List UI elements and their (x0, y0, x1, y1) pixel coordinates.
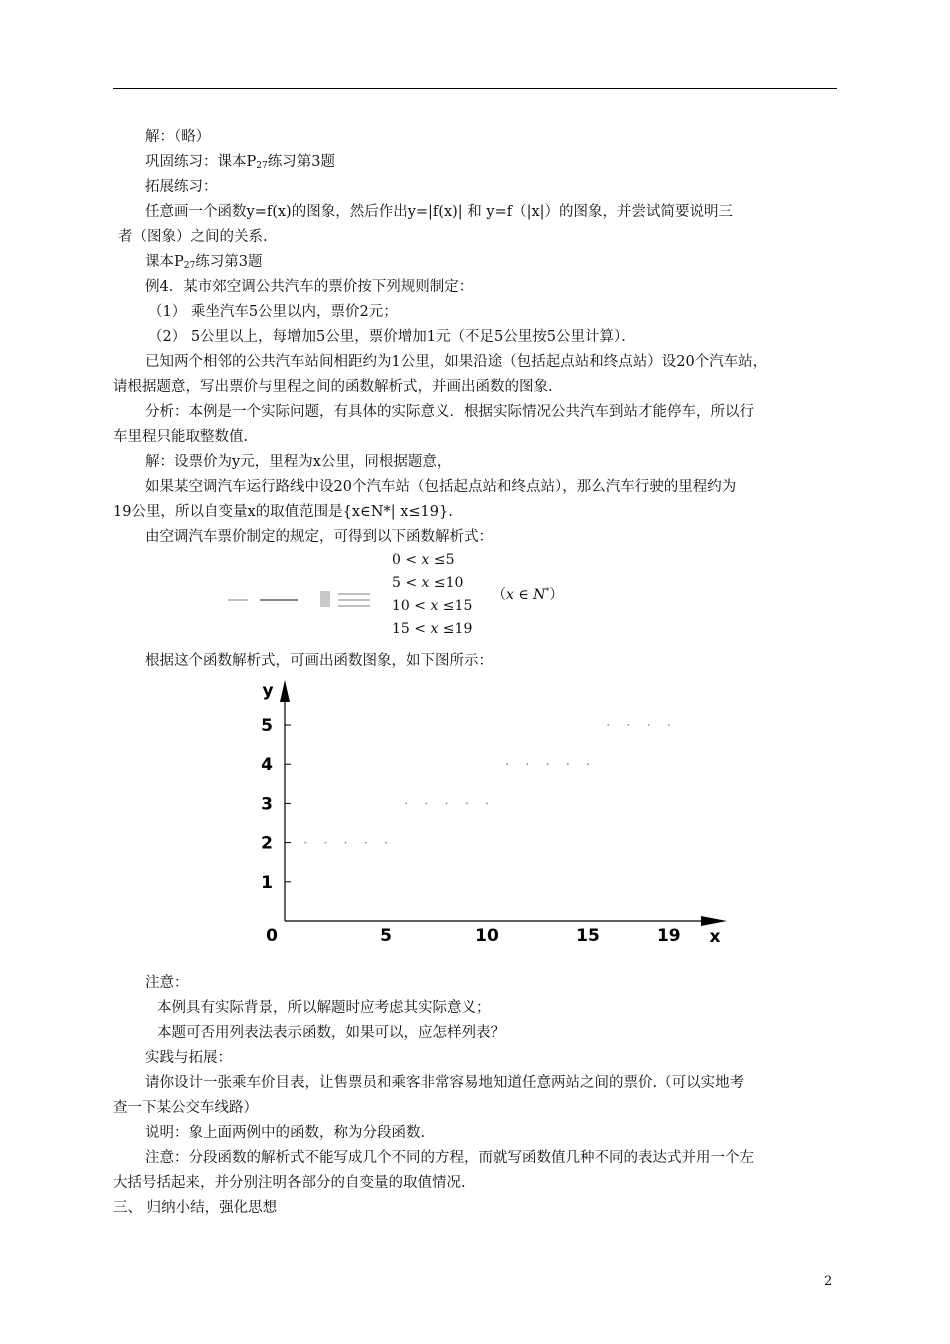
formula-lhs-faded (228, 588, 373, 610)
data-point (628, 724, 630, 726)
y-tick-label: 3 (261, 794, 273, 815)
graph-intro: 根据这个函数解析式，可画出函数图象，如下图所示： (145, 653, 493, 669)
data-point (607, 724, 609, 726)
x-axis-label: x (709, 927, 721, 946)
solution-text-3: 19公里，所以自变量x的取值范围是{x∈N*| x≤19}. (113, 504, 453, 520)
note-2: 本题可否用列表法表示函数，如果可以，应怎样列表？ (157, 1025, 505, 1041)
analysis-text-1: 分析：本例是一个实际问题，有具体的实际意义．根据实际情况公共汽车到站才能停车，所以行 (145, 404, 754, 420)
data-point (668, 724, 670, 726)
data-point (567, 763, 569, 765)
data-point (527, 763, 529, 765)
data-point (446, 803, 448, 805)
rule-2: （2） 5公里以上，每增加5公里，票价增加1元（不足5公里按5公里计算）． (148, 329, 636, 345)
explanation-text: 说明：象上面两例中的函数，称为分段函数. (145, 1125, 426, 1141)
x-tick-label: 0 (266, 926, 278, 946)
solution-text-2: 如果某空调汽车运行路线中设20个汽车站（包括起点站和终点站），那么汽车行驶的里程约为 (145, 479, 737, 495)
x-axis-arrow (701, 916, 727, 926)
practice-text-2: 查一下某公交车线路） (113, 1100, 258, 1116)
y-axis-arrow (280, 680, 290, 702)
case-1: 0 < x ≤5 (392, 552, 455, 568)
extension-text-1: 任意画一个函数y=f(x)的图象，然后作出y=|f(x)| 和 y=f（|x|）的图象，并尝试简要说明三 (145, 204, 734, 220)
data-point (304, 842, 306, 844)
y-axis-label: y (262, 681, 274, 701)
rule-1: （1） 乘坐汽车5公里以内，票价2元； (148, 304, 398, 320)
data-point (587, 763, 589, 765)
x-tick-label: 19 (656, 926, 681, 946)
data-point (385, 842, 387, 844)
answer-line: 解：（略） (145, 129, 211, 145)
y-tick-label: 5 (261, 716, 273, 736)
data-point (648, 724, 650, 726)
data-point (365, 842, 367, 844)
example-4-title: 例4．某市郊空调公共汽车的票价按下列规则制定： (145, 279, 474, 295)
data-point (486, 803, 488, 805)
attention-text-1: 注意：分段函数的解析式不能写成几个不同的方程，而就写函数值几种不同的表达式并用一个左 (145, 1150, 754, 1166)
data-point (325, 842, 327, 844)
data-point (506, 763, 508, 765)
y-tick-label: 2 (261, 833, 273, 854)
data-point (345, 842, 347, 844)
attention-text-2: 大括号括起来，并分别注明各部分的自变量的取值情况. (113, 1175, 466, 1191)
case-4: 15 < x ≤19 (392, 621, 473, 637)
x-tick-label: 15 (576, 926, 600, 946)
consolidation-line: 巩固练习：课本$P_{27}$练习第3题 (145, 154, 335, 171)
problem-text-1: 已知两个相邻的公共汽车站间相距约为1公里，如果沿途（包括起点站和终点站）设20个汽车站， (145, 354, 768, 370)
x-tick-label: 10 (475, 926, 499, 946)
extension-heading: 拓展练习： (145, 179, 218, 195)
y-tick-label: 1 (261, 872, 273, 893)
analysis-text-2: 车里程只能取整数值. (113, 429, 249, 445)
extension-text-2: 者（图象）之间的关系. (118, 229, 268, 245)
practice-text-1: 请你设计一张乘车价目表，让售票员和乘客非常容易地知道任意两站之间的票价.（可以实地考 (145, 1075, 745, 1091)
formula-intro: 由空调汽车票价制定的规定，可得到以下函数解析式： (145, 529, 493, 545)
data-point (426, 803, 428, 805)
data-point (405, 803, 407, 805)
step-function-chart (255, 676, 735, 946)
page-number: 2 (824, 1274, 833, 1289)
problem-text-2: 请根据题意，写出票价与里程之间的函数解析式，并画出函数的图象. (113, 379, 553, 395)
case-3: 10 < x ≤15 (392, 598, 473, 614)
practice-heading: 实践与拓展： (145, 1050, 232, 1066)
y-tick-label: 4 (261, 755, 273, 776)
section-three-heading: 三、 归纳小结，强化思想 (113, 1200, 278, 1216)
x-tick-label: 5 (380, 926, 392, 946)
textbook-line: 课本$P_{27}$练习第3题 (145, 254, 263, 271)
data-point (547, 763, 549, 765)
note-1: 本例具有实际背景，所以解题时应考虑其实际意义； (157, 1000, 491, 1016)
data-point (466, 803, 468, 805)
header-rule (113, 88, 837, 89)
solution-text-1: 解：设票价为y元，里程为x公里，同根据题意， (145, 454, 452, 470)
domain-note: （x ∈ N*） (492, 586, 564, 603)
note-heading: 注意： (145, 975, 189, 991)
case-2: 5 < x ≤10 (392, 575, 464, 591)
